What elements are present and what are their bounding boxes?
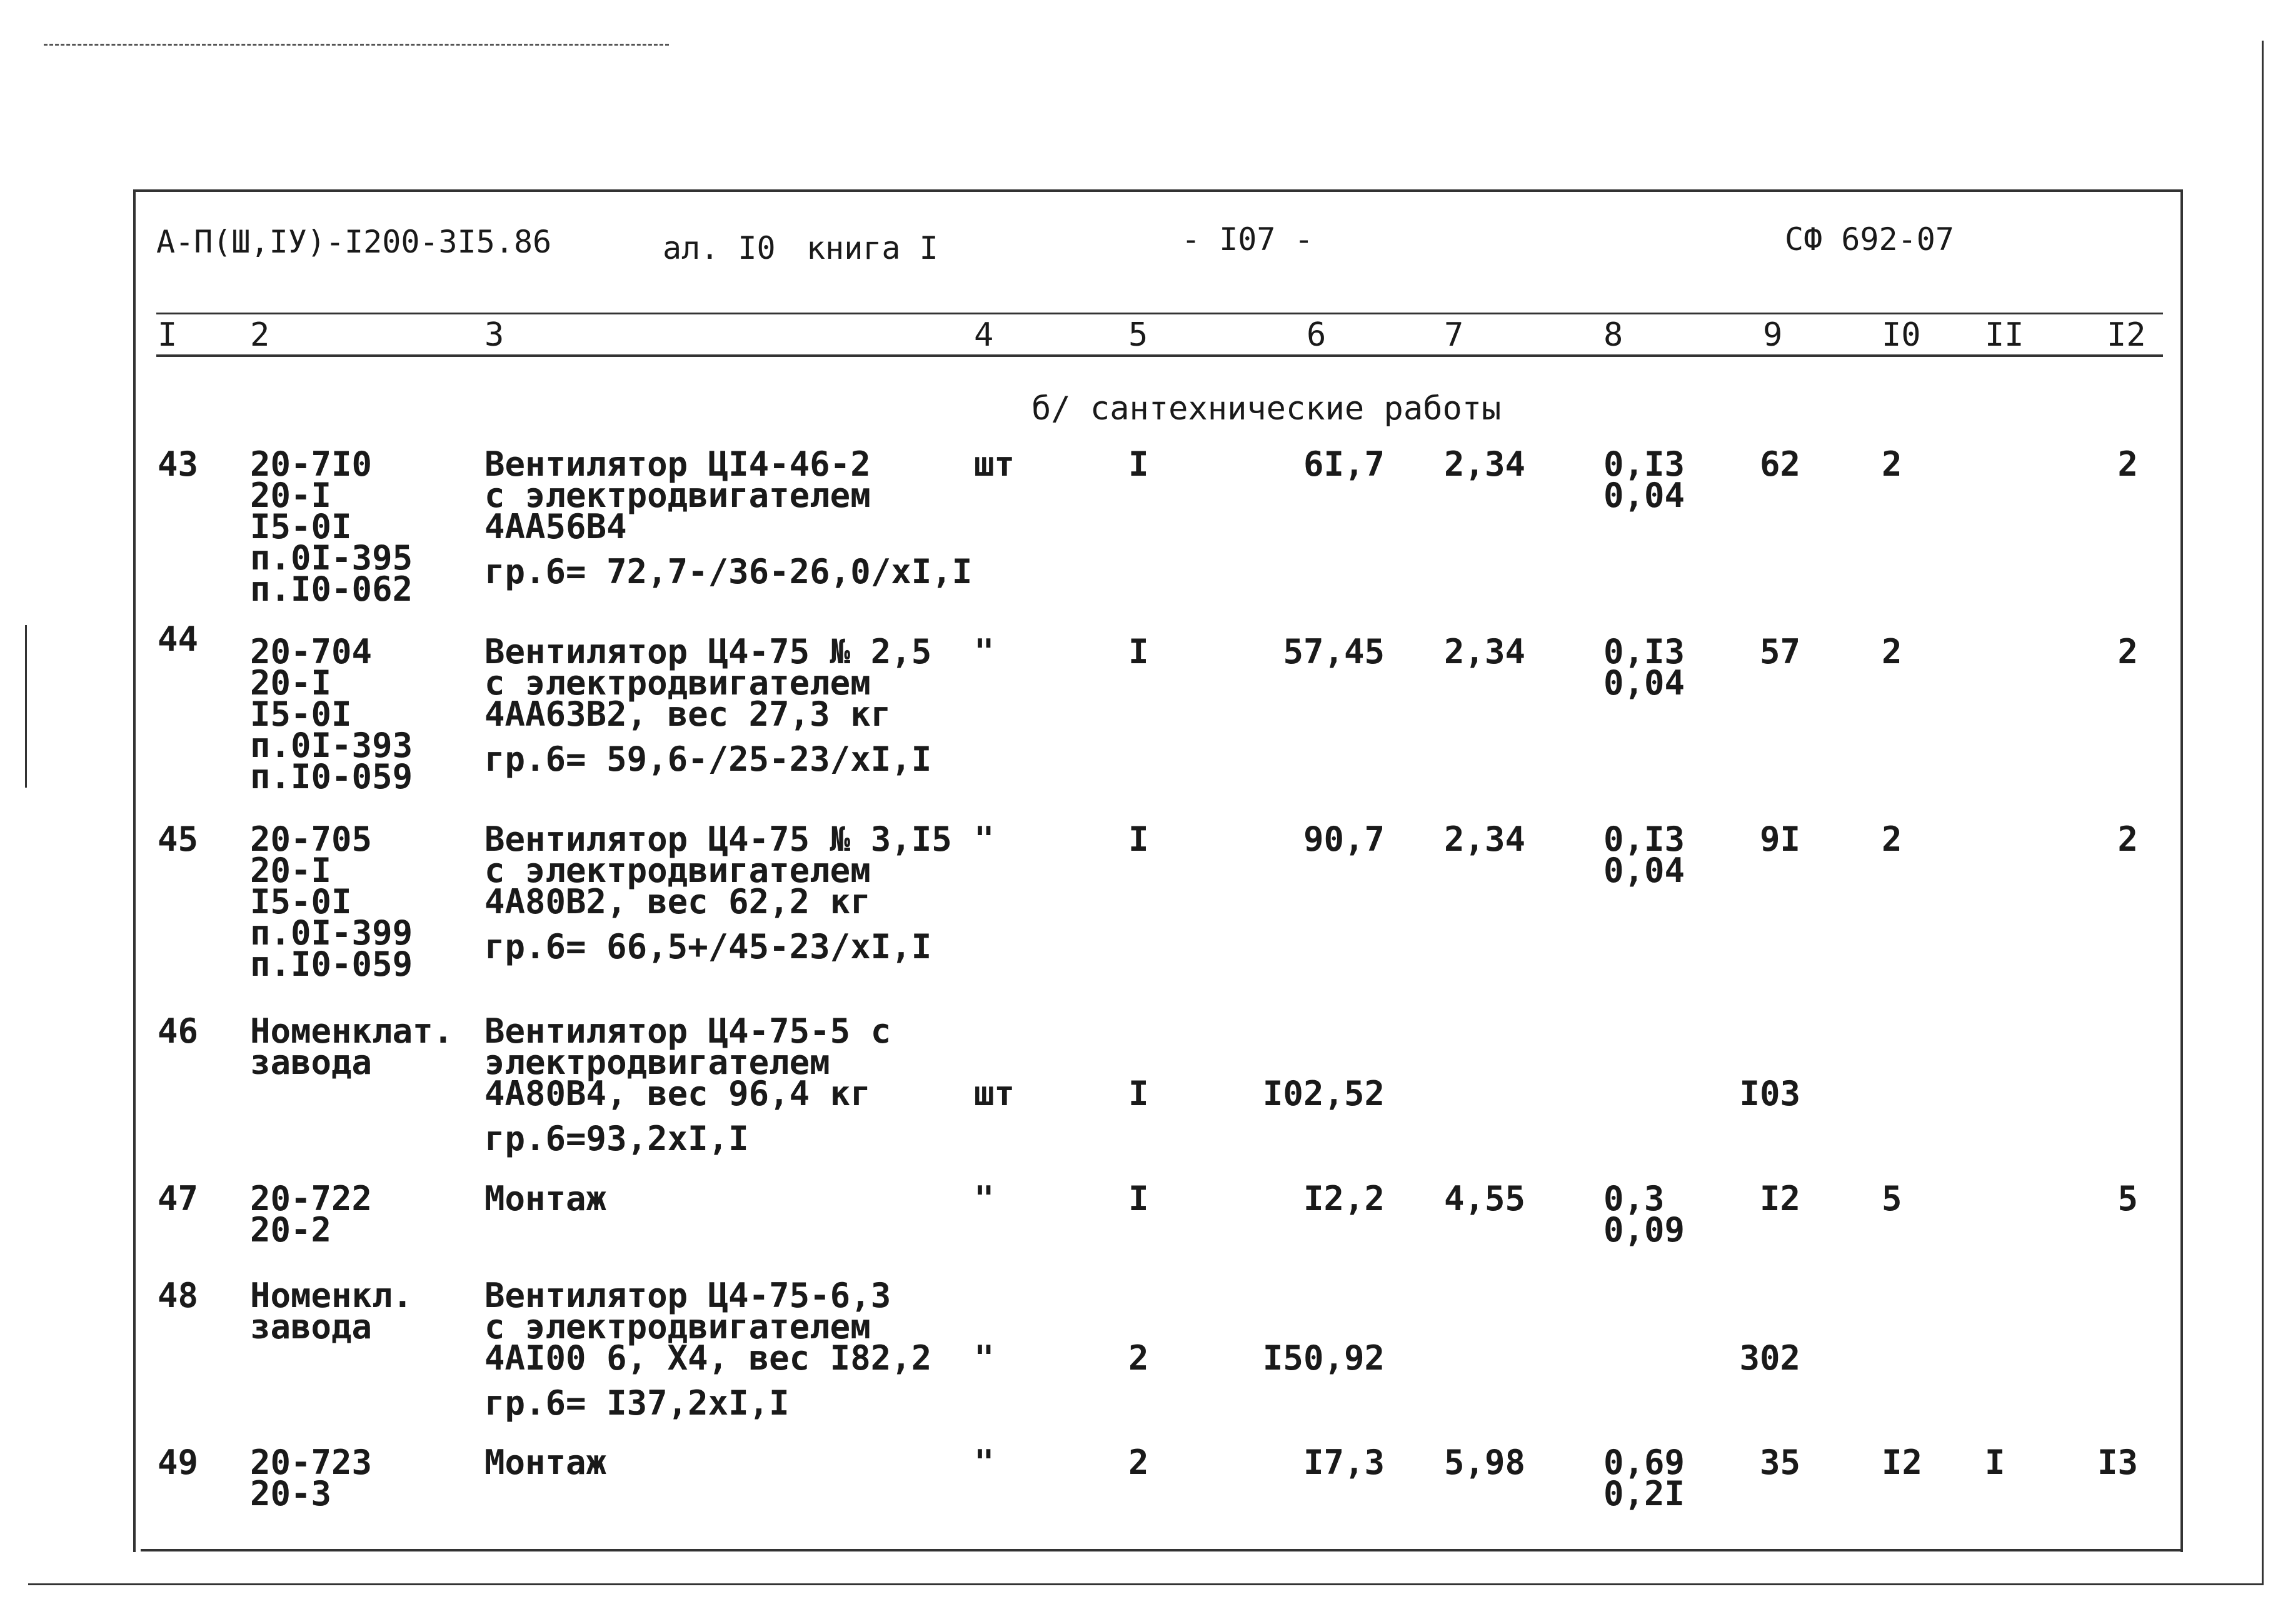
norm-code: 20-7I0 bbox=[250, 444, 373, 484]
unit-price: I02,52 bbox=[1262, 1074, 1385, 1113]
item-description bbox=[484, 820, 952, 921]
quantity: I bbox=[1128, 820, 1149, 859]
column-number: 9 bbox=[1763, 316, 1783, 354]
column-8-values bbox=[1603, 632, 1685, 703]
column-12-value: I3 bbox=[2097, 1443, 2138, 1482]
item-description bbox=[484, 1179, 607, 1218]
column-number: 5 bbox=[1128, 316, 1148, 354]
item-description bbox=[484, 1011, 891, 1113]
description-line: 4А80В4, вес 96,4 кг bbox=[484, 1074, 871, 1113]
unit: " bbox=[974, 1338, 995, 1378]
unit-price: I2,2 bbox=[1303, 1179, 1385, 1218]
column-8-value: 0,I3 bbox=[1603, 820, 1685, 859]
norm-codes bbox=[250, 1179, 373, 1250]
norm-codes bbox=[250, 1276, 413, 1346]
description-line: 4А80В2, вес 62,2 кг bbox=[484, 882, 871, 921]
column-12-value: 2 bbox=[2117, 632, 2138, 671]
item-description bbox=[484, 632, 932, 734]
description-line: Монтаж bbox=[484, 1443, 607, 1482]
description-line: Вентилятор Ц4-75-6,3 bbox=[484, 1276, 891, 1315]
description-line: Вентилятор Ц4-75 № 3,I5 bbox=[484, 820, 952, 859]
norm-codes bbox=[250, 632, 413, 796]
column-number: 6 bbox=[1307, 316, 1327, 354]
unit: " bbox=[974, 1443, 995, 1482]
item-description bbox=[484, 1276, 932, 1378]
norm-code: 20-I bbox=[250, 476, 332, 515]
item-description bbox=[484, 1443, 607, 1482]
price-formula: гр.6= 66,5+/45-23/хI,I bbox=[484, 927, 932, 966]
description-line: с электродвигателем bbox=[484, 476, 871, 515]
book-number: книга I bbox=[806, 230, 938, 266]
unit: шт bbox=[974, 444, 1015, 484]
quantity: I bbox=[1128, 1074, 1149, 1113]
norm-codes bbox=[250, 820, 413, 984]
column-number: I bbox=[158, 316, 178, 354]
unit-price: 57,45 bbox=[1283, 632, 1385, 671]
total-cost: I2 bbox=[1759, 1179, 1800, 1218]
column-8-value: 0,09 bbox=[1603, 1210, 1685, 1250]
description-line: 4АА63В2, вес 27,3 кг bbox=[484, 694, 891, 734]
column-number: I0 bbox=[1882, 316, 1921, 354]
unit: " bbox=[974, 820, 995, 859]
column-number: I2 bbox=[2107, 316, 2146, 354]
column-7-value: 2,34 bbox=[1444, 444, 1526, 484]
unit: " bbox=[974, 1179, 995, 1218]
column-8-value: 0,04 bbox=[1603, 851, 1685, 890]
column-number: 3 bbox=[484, 316, 504, 354]
norm-code: I5-0I bbox=[250, 694, 352, 734]
unit-price: 6I,7 bbox=[1303, 444, 1385, 484]
column-7-value: 5,98 bbox=[1444, 1443, 1526, 1482]
description-line: с электродвигателем bbox=[484, 1307, 871, 1346]
column-8-value: 0,04 bbox=[1603, 476, 1685, 515]
quantity: I bbox=[1128, 632, 1149, 671]
norm-code: 20-722 bbox=[250, 1179, 373, 1218]
column-12-value: 2 bbox=[2117, 820, 2138, 859]
column-8-value: 0,2I bbox=[1603, 1474, 1685, 1513]
total-cost: 62 bbox=[1759, 444, 1800, 484]
norm-code: 20-723 bbox=[250, 1443, 373, 1482]
quantity: 2 bbox=[1128, 1338, 1149, 1378]
norm-code: Номенкл. bbox=[250, 1276, 413, 1315]
item-description bbox=[484, 444, 871, 546]
column-8-values bbox=[1603, 820, 1685, 890]
outer-frame-bottom bbox=[28, 1583, 2264, 1585]
column-number: 8 bbox=[1603, 316, 1623, 354]
unit-price: I7,3 bbox=[1303, 1443, 1385, 1482]
column-8-value: 0,69 bbox=[1603, 1443, 1685, 1482]
price-formula: гр.6= 72,7-/36-26,0/хI,I bbox=[484, 552, 973, 591]
description-line: Вентилятор Ц4-75-5 с bbox=[484, 1011, 891, 1051]
unit-price: I50,92 bbox=[1262, 1338, 1385, 1378]
total-cost: 35 bbox=[1759, 1443, 1800, 1482]
row-number: 48 bbox=[158, 1276, 199, 1315]
norm-code: 20-704 bbox=[250, 632, 373, 671]
column-8-value: 0,04 bbox=[1603, 663, 1685, 703]
total-cost: I03 bbox=[1739, 1074, 1800, 1113]
column-10-value: 2 bbox=[1882, 820, 1902, 859]
column-8-values bbox=[1603, 1179, 1685, 1250]
description-line: Вентилятор Ц4-75 № 2,5 bbox=[484, 632, 932, 671]
page-number: - I07 - bbox=[1182, 221, 1313, 258]
unit: шт bbox=[974, 1074, 1015, 1113]
norm-codes bbox=[250, 444, 413, 609]
total-cost: 9I bbox=[1759, 820, 1800, 859]
column-8-value: 0,3 bbox=[1603, 1179, 1665, 1218]
norm-codes bbox=[250, 1011, 454, 1082]
norm-code: п.I0-062 bbox=[250, 569, 413, 609]
price-formula: гр.6=93,2хI,I bbox=[484, 1119, 749, 1158]
norm-code: I5-0I bbox=[250, 882, 352, 921]
column-10-value: I2 bbox=[1882, 1443, 1923, 1482]
description-line: электродвигателем bbox=[484, 1043, 830, 1082]
norm-code: п.I0-059 bbox=[250, 945, 413, 984]
column-7-value: 2,34 bbox=[1444, 632, 1526, 671]
norm-code: п.0I-399 bbox=[250, 913, 413, 953]
unit: " bbox=[974, 632, 995, 671]
column-number: 2 bbox=[250, 316, 270, 354]
norm-code: I5-0I bbox=[250, 507, 352, 546]
frame-left bbox=[133, 189, 136, 1552]
norm-code: 20-2 bbox=[250, 1210, 332, 1250]
norm-codes bbox=[250, 1443, 373, 1513]
column-8-values bbox=[1603, 444, 1685, 515]
norm-code: 20-I bbox=[250, 663, 332, 703]
column-10-value: 2 bbox=[1882, 444, 1902, 484]
norm-code: 20-705 bbox=[250, 820, 373, 859]
column-7-value: 4,55 bbox=[1444, 1179, 1526, 1218]
row-number: 46 bbox=[158, 1011, 199, 1051]
column-header-top-rule bbox=[156, 313, 2163, 314]
outer-frame-right bbox=[2262, 41, 2264, 1585]
sheet-code: СФ 692-07 bbox=[1785, 221, 1954, 258]
norm-code: 20-3 bbox=[250, 1474, 332, 1513]
column-8-values bbox=[1603, 1443, 1685, 1513]
frame-bottom bbox=[141, 1549, 2183, 1551]
quantity: I bbox=[1128, 444, 1149, 484]
frame-top bbox=[133, 189, 2183, 192]
column-8-value: 0,I3 bbox=[1603, 632, 1685, 671]
description-line: 4АI00 6, Х4, вес I82,2 bbox=[484, 1338, 932, 1378]
column-11-value: I bbox=[1985, 1443, 2005, 1482]
norm-code: Номенклат. bbox=[250, 1011, 454, 1051]
total-cost: 302 bbox=[1739, 1338, 1800, 1378]
price-formula: гр.6= 59,6-/25-23/хI,I bbox=[484, 739, 932, 779]
column-12-value: 5 bbox=[2117, 1179, 2138, 1218]
description-line: Монтаж bbox=[484, 1179, 607, 1218]
document-code: А-П(Ш,IУ)-I200-3I5.86 bbox=[156, 224, 552, 260]
column-12-value: 2 bbox=[2117, 444, 2138, 484]
column-10-value: 2 bbox=[1882, 632, 1902, 671]
quantity: I bbox=[1128, 1179, 1149, 1218]
column-number: II bbox=[1985, 316, 2024, 354]
description-line: 4АА56В4 bbox=[484, 507, 627, 546]
column-7-value: 2,34 bbox=[1444, 820, 1526, 859]
norm-code: п.I0-059 bbox=[250, 757, 413, 796]
price-formula: гр.6= I37,2хI,I bbox=[484, 1383, 790, 1423]
total-cost: 57 bbox=[1759, 632, 1800, 671]
top-scan-line bbox=[44, 44, 669, 46]
column-header-bottom-rule bbox=[156, 354, 2163, 357]
norm-code: 20-I bbox=[250, 851, 332, 890]
row-number: 45 bbox=[158, 820, 199, 859]
description-line: с электродвигателем bbox=[484, 851, 871, 890]
norm-code: п.0I-393 bbox=[250, 726, 413, 765]
column-number: 7 bbox=[1444, 316, 1464, 354]
row-number: 49 bbox=[158, 1443, 199, 1482]
description-line: с электродвигателем bbox=[484, 663, 871, 703]
row-number: 44 bbox=[158, 619, 199, 659]
row-number: 47 bbox=[158, 1179, 199, 1218]
column-8-value: 0,I3 bbox=[1603, 444, 1685, 484]
column-10-value: 5 bbox=[1882, 1179, 1902, 1218]
left-margin-tick bbox=[25, 625, 27, 788]
column-number: 4 bbox=[974, 316, 994, 354]
section-title: б/ сантехнические работы bbox=[1031, 390, 1502, 428]
description-line: Вентилятор ЦI4-46-2 bbox=[484, 444, 871, 484]
unit-price: 90,7 bbox=[1303, 820, 1385, 859]
frame-right bbox=[2180, 189, 2183, 1552]
norm-code: завода bbox=[250, 1307, 373, 1346]
norm-code: завода bbox=[250, 1043, 373, 1082]
norm-code: п.0I-395 bbox=[250, 538, 413, 578]
row-number: 43 bbox=[158, 444, 199, 484]
quantity: 2 bbox=[1128, 1443, 1149, 1482]
album-number: ал. I0 bbox=[663, 230, 776, 266]
